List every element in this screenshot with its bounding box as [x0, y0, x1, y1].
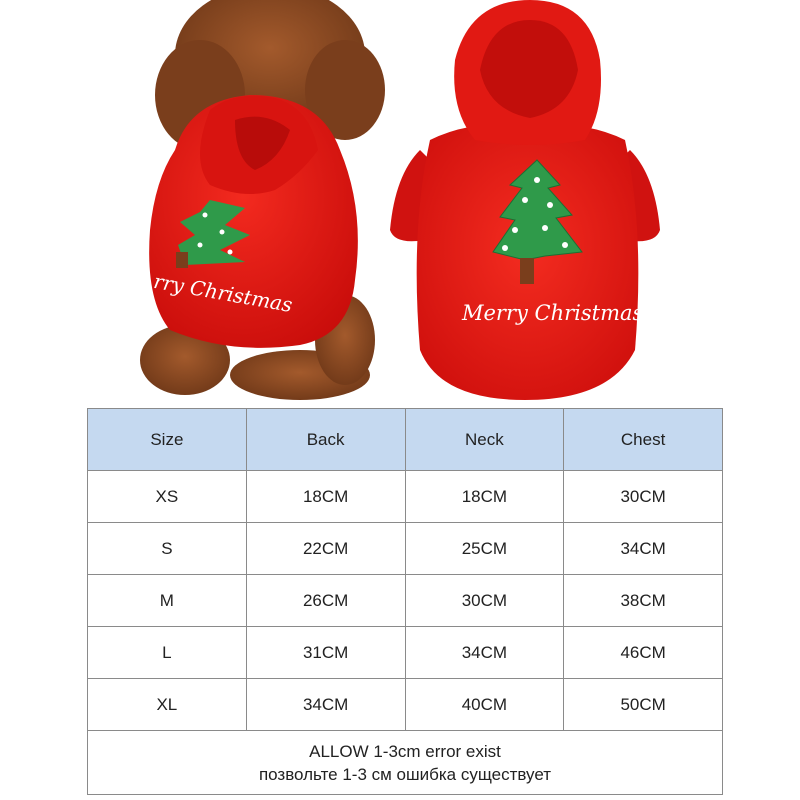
cell-size: S: [88, 523, 247, 575]
cell-neck: 30CM: [405, 575, 564, 627]
table-header-row: [88, 409, 723, 471]
cell-size: M: [88, 575, 247, 627]
cell-neck: 18CM: [405, 471, 564, 523]
cell-back: 34CM: [246, 679, 405, 731]
cell-chest: 38CM: [564, 575, 723, 627]
cell-chest: 30CM: [564, 471, 723, 523]
left-print-text: rry Christmas: [151, 268, 295, 317]
right-hoodie: [390, 0, 660, 400]
note-russian: позвольте 1-3 см ошибка существует: [258, 764, 552, 784]
table-row: [88, 575, 723, 627]
cell-back: 22CM: [246, 523, 405, 575]
cell-back: 31CM: [246, 627, 405, 679]
header-chest: Chest: [564, 409, 723, 471]
note-english: ALLOW 1-3cm error exist: [309, 741, 501, 761]
table-row: [88, 471, 723, 523]
header-back: Back: [246, 409, 405, 471]
tolerance-note: [88, 731, 723, 795]
header-neck: Neck: [405, 409, 564, 471]
cell-back: 18CM: [246, 471, 405, 523]
cell-neck: 25CM: [405, 523, 564, 575]
right-print-text: Merry Christmas: [462, 301, 644, 325]
cell-size: XL: [88, 679, 247, 731]
cell-size: L: [88, 627, 247, 679]
cell-neck: 40CM: [405, 679, 564, 731]
table-note-row: [88, 731, 723, 795]
cell-chest: 46CM: [564, 627, 723, 679]
table-row: [88, 679, 723, 731]
cell-chest: 34CM: [564, 523, 723, 575]
table-row: [88, 627, 723, 679]
cell-chest: 50CM: [564, 679, 723, 731]
cell-size: XS: [88, 471, 247, 523]
header-size: Size: [88, 409, 247, 471]
cell-neck: 34CM: [405, 627, 564, 679]
size-chart-table: [87, 408, 723, 795]
cell-back: 26CM: [246, 575, 405, 627]
table-row: [88, 523, 723, 575]
